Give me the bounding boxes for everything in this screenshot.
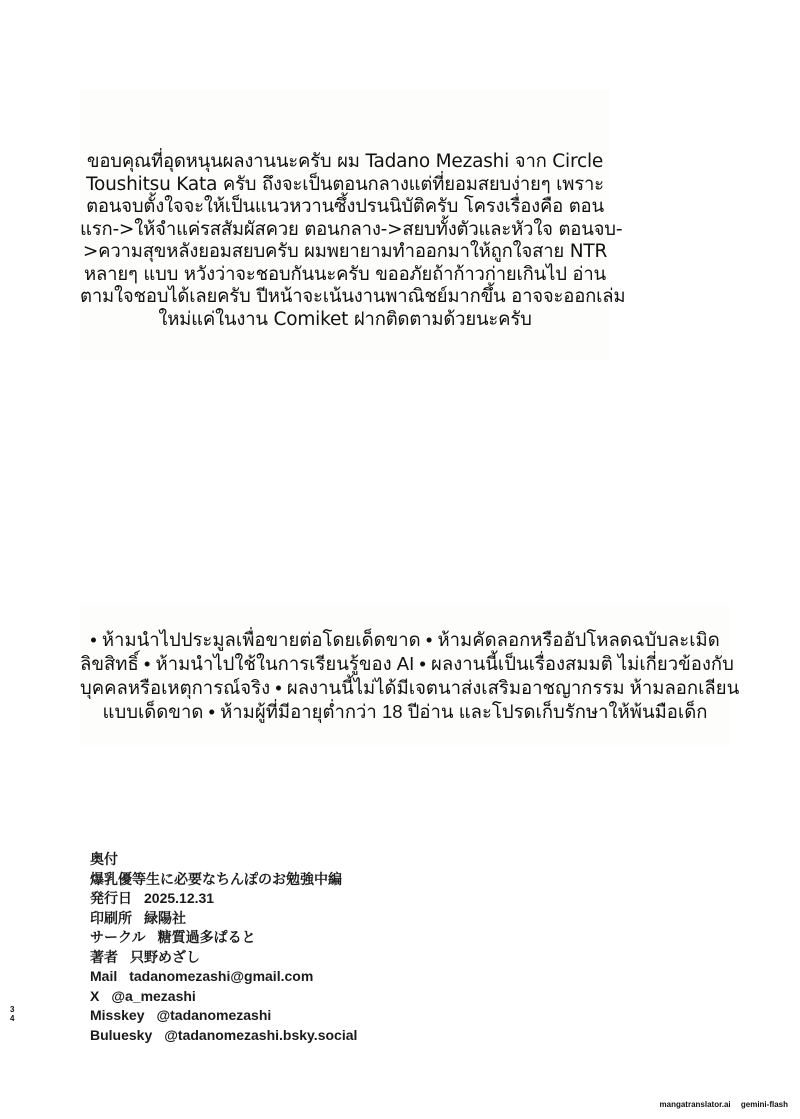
afterword-line: แรก->ให้จำแค่รสสัมผัสควย ตอนกลาง->สยบทั้งตัวและหัวใจ ตอนจบ- [80,218,623,240]
notice-line: ลิขสิทธิ์ • ห้ามนำไปใช้ในการเรียนรู้ของ AI • ผลงานนี้เป็นเรื่องสมมติ ไม่เกี่ยวข้องกับ [80,653,734,674]
colophon-row-date [90,889,357,909]
afterword-line: Toushitsu Kata ครับ ถึงจะเป็นตอนกลางแต่ที่ยอมสยบง่ายๆ เพราะ [86,173,604,195]
value: 只野めざし [130,948,200,965]
afterword-line: ตอนจบตั้งใจจะให้เป็นแนวหวานซึ้งปรนนิบัติครับ โครงเรื่องคือ ตอน [86,196,604,217]
label: サークル [90,929,146,945]
afterword-line: >ความสุขหลังยอมสยบครับ ผมพยายามทำออกมาให้ถูกใจสาย NTR [82,241,608,262]
page-number [10,1005,14,1023]
notice-line: แบบเด็ดขาด • ห้ามผู้ที่มีอายุต่ำกว่า 18 ปีอ่าน และโปรดเก็บรักษาให้พ้นมือเด็ก [102,701,708,722]
value: 2025.12.31 [144,890,215,906]
label: 発行日 [90,890,132,906]
colophon-title: 爆乳優等生に必要なちんぽのお勉強中編 [90,870,342,887]
notice-line: บุคคลหรือเหตุการณ์จริง • ผลงานนี้ไม่ได้มีเจตนาส่งเสริมอาชญากรรม ห้ามลอกเลียน [80,677,740,698]
afterword-line: ขอบคุณที่อุดหนุนผลงานนะครับ ผม Tadano Mezashi จาก Circle [86,151,604,172]
colophon-row-bluesky [90,1026,357,1046]
value: 糖質過多ぱると [157,929,256,945]
afterword-line: ใหม่แค่ในงาน Comiket ฝากติดตามด้วยนะครับ [158,308,532,330]
colophon-row-circle [90,928,357,948]
translator-watermark: mangatranslator.ai gemini-flash [659,1100,788,1109]
afterword-panel [80,90,626,360]
colophon-row-x [90,987,357,1007]
label: Buluesky [90,1026,153,1043]
colophon-row-author [90,948,357,968]
notice-panel [80,605,740,745]
label: 著者 [90,948,118,965]
notice-line: • ห้ามนำไปประมูลเพื่อขายต่อโดยเด็ดขาด • ห้ามคัดลอกหรืออัปโหลดฉบับละเมิด [90,629,720,650]
colophon-row-misskey [90,1006,357,1026]
page-number-bottom: 4 [10,1014,15,1023]
notice-text [80,628,740,724]
colophon-heading: 奥付 [90,851,118,867]
label: Mail [90,968,118,984]
value: @a_mezashi [111,987,196,1004]
afterword-text [80,151,626,331]
label: Misskey [90,1007,145,1023]
page-number-top: 3 [10,1005,15,1014]
value: @tadanomezashi [156,1007,272,1023]
label: 印刷所 [90,909,132,926]
colophon-row-printer [90,909,357,929]
colophon [90,850,357,1045]
colophon-row-mail [90,967,357,987]
afterword-line: ตามใจชอบได้เลยครับ ปีหน้าจะเน้นงานพาณิชย์มากขึ้น อาจจะออกเล่ม [80,286,626,307]
label: X [90,987,100,1004]
value: tadanomezashi@gmail.com [129,968,314,984]
afterword-line: หลายๆ แบบ หวังว่าจะชอบกันนะครับ ขออภัยถ้าก้าวก่ายเกินไป อ่าน [84,263,606,285]
value: @tadanomezashi.bsky.social [164,1026,358,1043]
value: 緑陽社 [144,909,186,926]
